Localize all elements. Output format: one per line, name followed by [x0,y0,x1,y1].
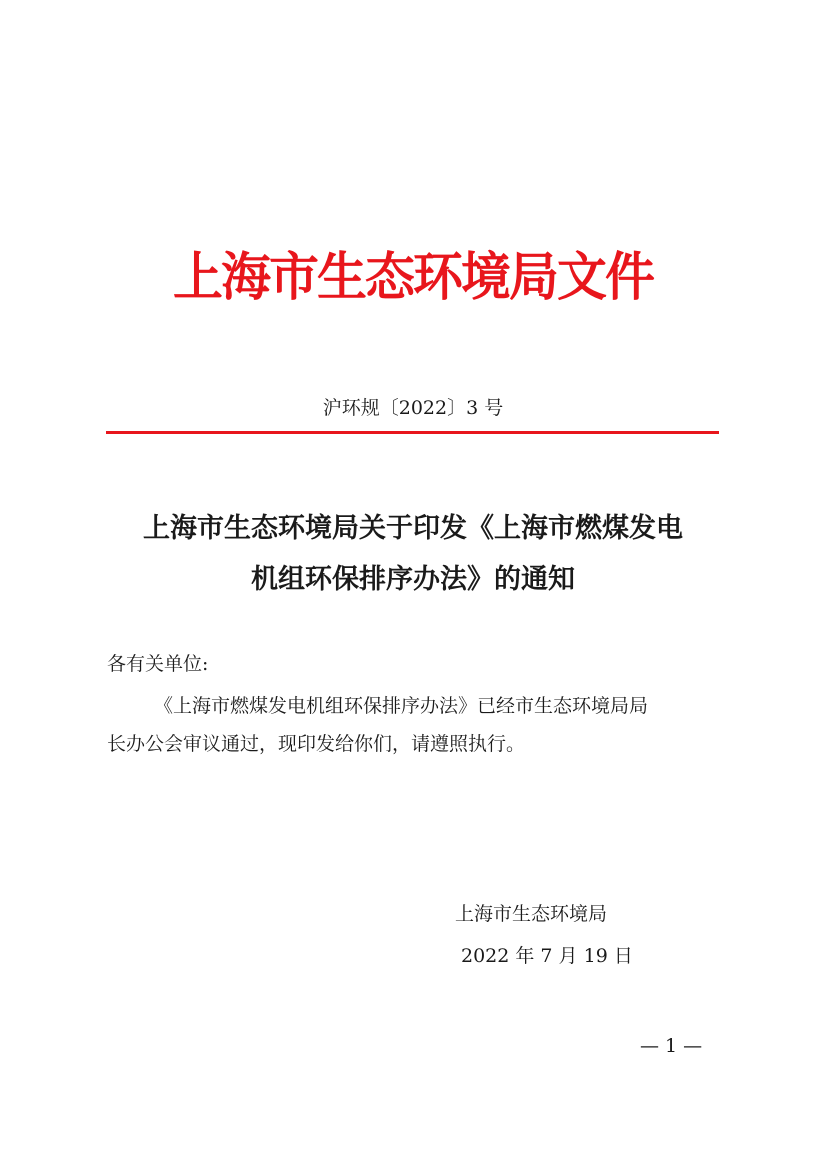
signature-date: 2022 年 7 月 19 日 [461,945,633,967]
body-paragraph-line-2: 长办公会审议通过，现印发给你们，请遵照执行。 [107,733,526,755]
document-number: 沪环规〔2022〕3 号 [322,397,504,419]
signature-organization: 上海市生态环境局 [455,903,608,925]
red-divider-rule [106,431,719,434]
document-title [100,503,726,605]
document-masthead: 上海市生态环境局文件 [172,247,653,308]
salutation: 各有关单位: [107,653,209,675]
page-number: — 1 — [640,1035,703,1057]
body-paragraph-line-1: 《上海市燃煤发电机组环保排序办法》已经市生态环境局局 [154,695,649,717]
body-paragraph [107,687,719,763]
document-title-line-1: 上海市生态环境局关于印发《上海市燃煤发电 [143,513,683,544]
document-title-line-2: 机组环保排序办法》的通知 [251,564,575,595]
